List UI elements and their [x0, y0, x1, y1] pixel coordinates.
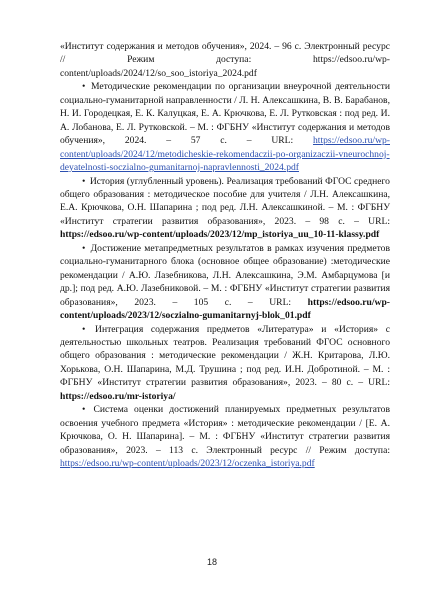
reference-text: «Институт содержания и методов обучения», 2024. – 96 с. Электронный ресурс // Режим доступа: https://edsoo.ru/wp-content/uploads/2024/12/so_soo_istoriya_2024.pdf — [60, 41, 390, 79]
reference-entry — [60, 80, 390, 174]
bullet-marker: • — [82, 242, 86, 254]
reference-entry — [60, 175, 390, 242]
reference-entry — [60, 403, 390, 470]
reference-entry — [60, 323, 390, 404]
bullet-marker: • — [82, 175, 86, 187]
bullet-marker: • — [82, 323, 86, 335]
reference-text: Система оценки достижений планируемых предметных результатов освоения учебного предмета «История» : методические рекомендации / [Е. А. Крючкова, О. Н. Шапарина]. – М. : ФГБНУ «Институт стратегии развития образования», 2023. – 113 с. Электронный ресурс // Режим доступа: — [60, 404, 390, 456]
reference-entry-continued — [60, 40, 390, 80]
reference-url: https://edsoo.ru/wp-content/uploads/2023/12/soczialno-gumanitarnyj-blok_01.pdf — [60, 296, 390, 322]
reference-url: https://edsoo.ru/wp-content/uploads/2023/12/mp_istoriya_uu_10-11-klassy.pdf — [60, 229, 380, 241]
reference-link[interactable]: https://edsoo.ru/wp-content/uploads/2024/12/metodicheskie-rekomendaczii-po-organizaczii-vneurochnoj-deyatelnosti-soczialno-gumanitarnoj-napravlennosti_2024.pdf — [60, 135, 390, 174]
reference-text: Достижение метапредметных результатов в рамках изучения предметов социально-гуманитарного блока (основное общее образование) :методические рекомендации / А.Ю. Лазебникова, Л.Н. Алексашкина, Э.М. Амбарцумова [и др.]; под ред. А.Ю. Лазебниковой. – М. : ФГБНУ «Институт стратегии развития образования», 2023. – 105 с. – URL: — [60, 242, 390, 308]
bullet-marker: • — [82, 404, 86, 416]
reference-text: Методические рекомендации по организации внеурочной деятельности социально-гуманитарной направленности / Л. Н. Алексашкина, В. В. Барабанов, Н. И. Городецкая, Е. К. Калуцкая, Е. А. Крючкова, Е. Л. Рутковская : под ред. И. А. Лобанова, Е. Л. Рутковской. – М. : ФГБНУ «Институт содержания и методов обучения», 2024. – 57 с. – URL: — [60, 81, 390, 147]
reference-entry — [60, 242, 390, 323]
reference-text: Интеграция содержания предметов «Литература» и «История» с деятельностью школьных театров. Реализация требований ФГОС основного общего образования : методические рекомендации / Ж.Н. Критарова, Л.Ю. Хорькова, О.Н. Шапарина, М.Д. Трушина ; под ред. И.Н. Добротиной. – М. : ФГБНУ «Институт стратегии развития образования», 2023. – 80 с. – URL: — [60, 323, 391, 389]
page-number: 18 — [206, 557, 217, 567]
reference-url: https://edsoo.ru/mr-istoriya/ — [60, 390, 176, 402]
bullet-marker: • — [82, 81, 86, 93]
reference-text: История (углубленный уровень). Реализация требований ФГОС среднего общего образования : методическое пособие для учителя / Л.Н. Алексашкина, Е.А. Крючкова, О.Н. Шапарина ; под ред. Л.Н. Алексашкиной. – М. : ФГБНУ «Институт стратегии развития образования», 2023. – 98 с. – URL: — [60, 175, 390, 227]
reference-link[interactable]: https://edsoo.ru/wp-content/uploads/2023/12/oczenka_istoriya.pdf — [60, 458, 315, 470]
